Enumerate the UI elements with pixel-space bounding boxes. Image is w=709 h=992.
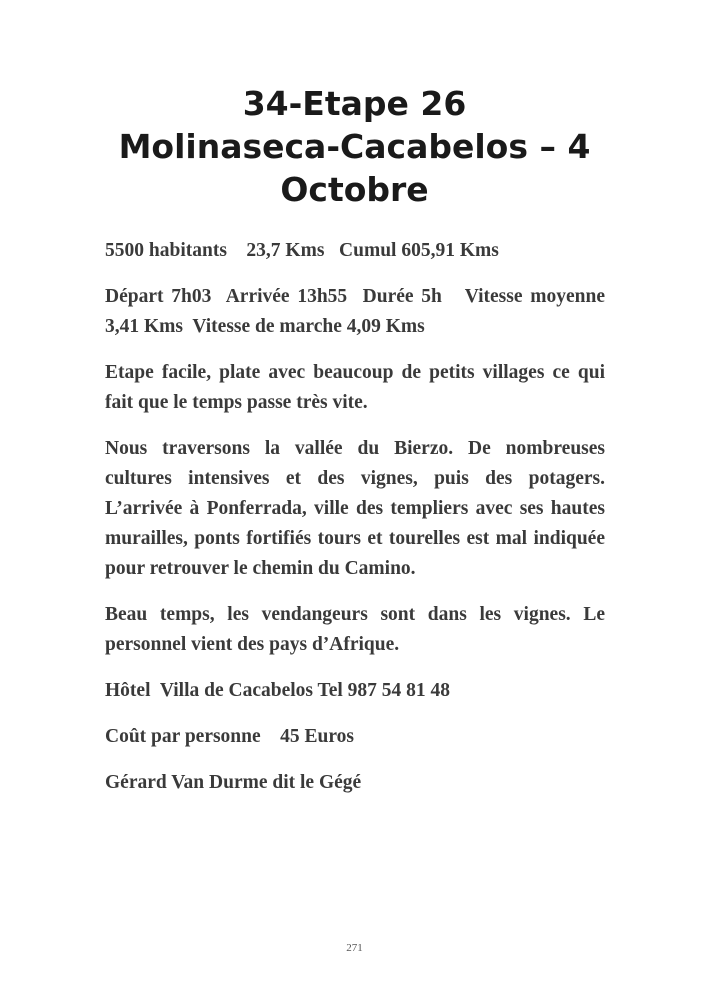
page-number: 271 [346, 942, 363, 954]
weather-paragraph: Beau temps, les vendangeurs sont dans les vignes. Le personnel vient des pays d’Afrique. [105, 604, 605, 655]
cost-paragraph: Coût par personne 45 Euros [105, 726, 355, 747]
title-line-1: 34-Etape 26 [242, 84, 467, 123]
title-line-2: Molinaseca-Cacabelos – 4 [118, 127, 591, 166]
stats-paragraph: 5500 habitants 23,7 Kms Cumul 605,91 Kms [105, 240, 499, 261]
summary-paragraph: Etape facile, plate avec beaucoup de petits villages ce qui fait que le temps passe très vite. [105, 362, 605, 413]
hotel-paragraph: Hôtel Villa de Cacabelos Tel 987 54 81 48 [105, 680, 451, 701]
title-line-3: Octobre [280, 170, 429, 209]
page-title [90, 82, 619, 211]
route-paragraph: Nous traversons la vallée du Bierzo. De nombreuses cultures intensives et des vignes, puis des potagers. L’arrivée à Ponferrada, ville des templiers avec ses hautes murailles, ponts fortifiés tours et tourelles est mal indiquée pour retrouver le chemin du Camino. [105, 438, 605, 579]
body-text [105, 236, 610, 814]
author-paragraph: Gérard Van Durme dit le Gégé [105, 772, 362, 793]
timing-paragraph: Départ 7h03 Arrivée 13h55 Durée 5h Vitesse moyenne 3,41 Kms Vitesse de marche 4,09 Kms [105, 286, 610, 337]
